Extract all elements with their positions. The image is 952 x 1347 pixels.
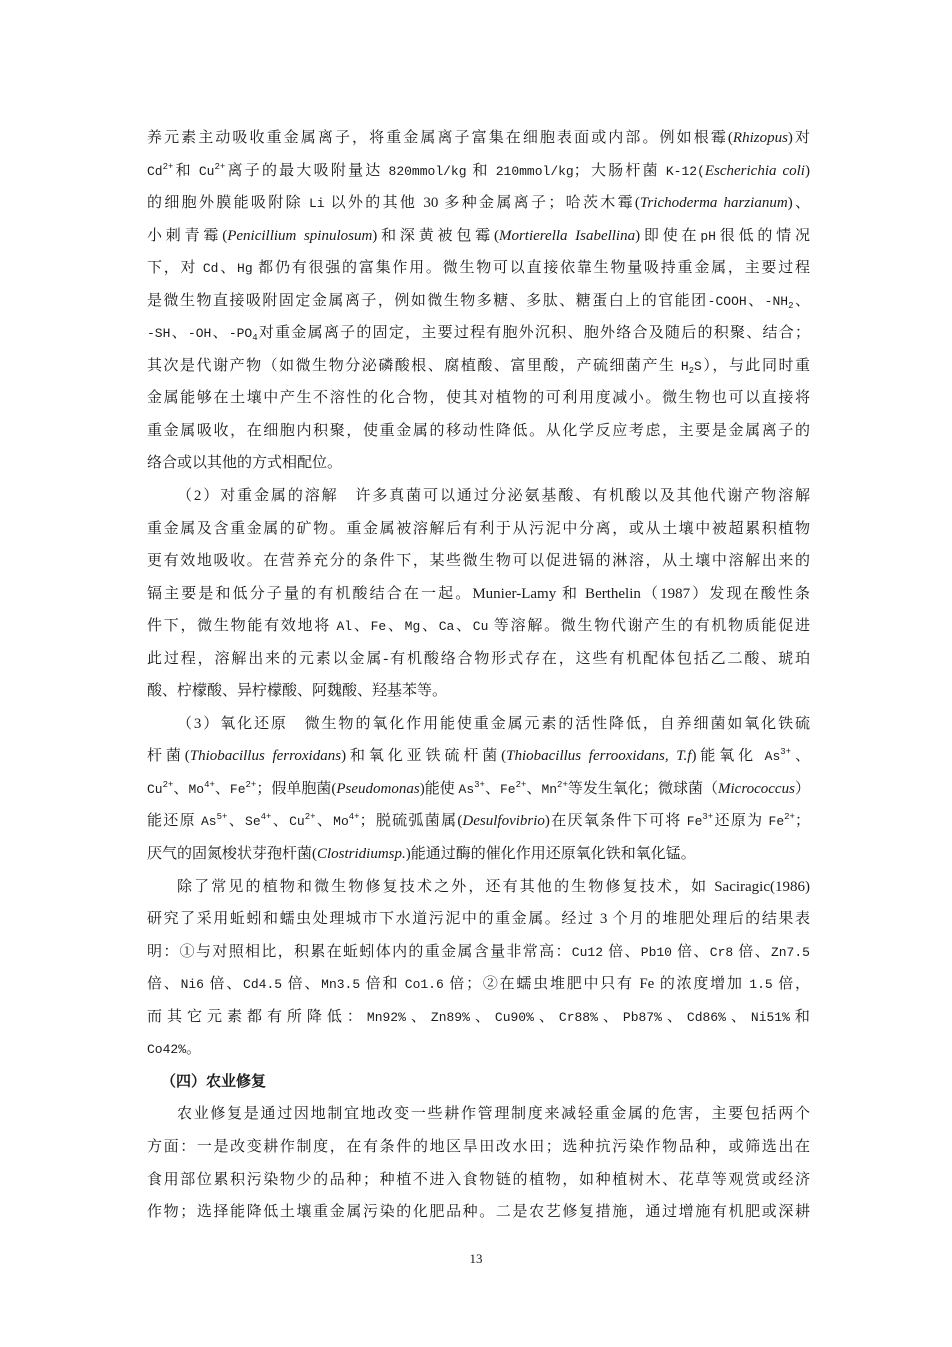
symbol-or-value: Cu90% — [494, 1009, 534, 1025]
superscript: 2+ — [304, 812, 316, 823]
text-run: 和 — [173, 162, 199, 179]
paragraph — [147, 480, 810, 708]
superscript: 3+ — [780, 747, 792, 758]
symbol-or-value: -NH — [764, 293, 789, 309]
symbol-or-value: Mo — [333, 814, 349, 830]
text-line — [147, 122, 810, 155]
text-run: 其次是代谢产物（如微生物分泌磷酸根、腐植酸、富里酸，产硫细菌产生 — [147, 357, 681, 374]
text-run: 、 — [793, 292, 810, 309]
text-run: （2）对重金属的溶解 许多真菌可以通过分泌氨基酸、有机酸以及其他代谢产物溶解 — [177, 488, 810, 505]
text-run: 、 — [405, 1008, 431, 1025]
text-line — [147, 1196, 810, 1229]
text-run: ） — [794, 780, 810, 797]
text-run: 金属能够在土壤中产生不溶性的化合物，使其对植物的可利用度减小。微生物也可以直接将 — [147, 390, 810, 407]
text-run: ；大肠杆菌 — [573, 162, 666, 179]
text-run: 、 — [746, 292, 765, 309]
text-line — [147, 285, 810, 318]
text-run: 食用部位累积污染物少的品种；种植不进入食物链的植物，如种植树木、花草等观赏或经济 — [147, 1171, 810, 1188]
subscript: 4 — [252, 333, 258, 344]
text-run: 能还原 — [147, 813, 201, 830]
text-run: 对重金属离子的固定，主要过程有胞外沉积、胞外络合及随后的积聚、结合； — [257, 325, 810, 342]
symbol-or-value: -OH — [187, 326, 212, 342]
text-run: 而其它元素都有所降低： — [147, 1008, 367, 1025]
text-run: 很低的情况 — [715, 227, 810, 244]
text-run: 、 — [420, 618, 439, 635]
text-run: 、 — [791, 748, 810, 765]
superscript: 2+ — [245, 779, 257, 790]
text-run: 、 — [218, 260, 238, 277]
text-line — [147, 578, 810, 611]
symbol-or-value: Cu — [198, 163, 215, 179]
text-run: ；假单胞菌( — [256, 780, 337, 797]
species-name: Desulfovibrio — [462, 813, 545, 830]
symbol-or-value: Fe — [768, 814, 785, 830]
species-name: Trichoderma harzianum — [639, 195, 788, 212]
text-run: ），与此同时重 — [701, 357, 810, 374]
text-line — [147, 187, 810, 220]
text-run: ； — [794, 813, 810, 830]
text-run: 倍、 — [282, 976, 322, 993]
text-line — [147, 382, 810, 415]
superscript: 2+ — [162, 779, 174, 790]
symbol-or-value: Ni51% — [750, 1009, 790, 1025]
superscript: 2+ — [214, 161, 226, 172]
text-line — [147, 903, 810, 936]
superscript: 4+ — [204, 779, 215, 790]
text-line — [147, 610, 810, 643]
symbol-or-value: Mn — [541, 781, 558, 797]
section-heading — [147, 1066, 810, 1099]
text-line — [147, 1033, 810, 1066]
text-run: 方面：一是改变耕作制度，在有条件的地区旱田改水田；选种抗污染作物品种，或筛选出在 — [147, 1138, 810, 1155]
text-run: 等发生氧化；微球菌（ — [567, 780, 719, 797]
text-run: ) — [804, 162, 810, 179]
text-run: 养元素主动吸收重金属离子，将重金属离子富集在细胞表面或内部。例如根霉( — [147, 130, 733, 146]
text-line — [147, 968, 810, 1001]
paragraph — [147, 1098, 810, 1228]
symbol-or-value: pH — [700, 228, 716, 244]
superscript: 3+ — [474, 779, 485, 790]
symbol-or-value: 820mmol/kg — [388, 163, 467, 179]
text-run: 作物；选择能降低土壤重金属污染的化肥品种。二是农艺修复措施，通过增施有机肥或深耕 — [147, 1204, 810, 1221]
text-run: 研究了采用蚯蚓和蠕虫处理城市下水道污泥中的重金属。经过 3 个月的堆肥处理后的结果表 — [147, 911, 810, 928]
text-line — [147, 220, 810, 253]
text-run: 明：①与对照相比，积累在蚯蚓体内的重金属含量非常高： — [147, 943, 572, 960]
species-name: Thiobacillus ferrooxidans, T.f — [506, 748, 692, 765]
symbol-or-value: Pb87% — [622, 1009, 662, 1025]
text-line — [147, 317, 810, 350]
paragraph — [147, 122, 810, 480]
symbol-or-value: As — [458, 781, 475, 797]
text-run: 、 — [484, 780, 500, 797]
text-line — [147, 1131, 810, 1164]
species-name: Pseudomonas — [336, 780, 420, 797]
symbol-or-value: -COOH — [707, 293, 747, 309]
text-run: 倍、 — [603, 943, 641, 960]
text-line — [147, 415, 810, 448]
superscript: 4+ — [260, 812, 272, 823]
text-run: 、 — [173, 780, 189, 797]
superscript: 2+ — [162, 161, 174, 172]
text-run: 、 — [725, 1008, 751, 1025]
text-run: 还原为 — [713, 813, 769, 830]
text-run: 。 — [186, 1041, 202, 1058]
symbol-or-value: Zn89% — [430, 1009, 470, 1025]
text-run: )即使在 — [635, 227, 701, 244]
text-line — [147, 740, 810, 773]
text-run: )能使 — [419, 780, 459, 797]
text-line — [147, 936, 810, 969]
page-number: 13 — [469, 1251, 483, 1266]
text-run: 、 — [211, 325, 229, 342]
symbol-or-value: As — [201, 814, 217, 830]
symbol-or-value: K-12( — [665, 163, 705, 179]
text-line — [147, 708, 810, 741]
text-run: )能氧化 — [691, 748, 765, 765]
symbol-or-value: Fe — [370, 619, 387, 635]
symbol-or-value: Cd — [202, 261, 219, 277]
text-run: 重金属吸收，在细胞内积聚，使重金属的移动性降低。从化学反应考虑，主要是金属离子的 — [147, 422, 810, 439]
text-line — [147, 252, 810, 285]
symbol-or-value: Fe — [229, 781, 246, 797]
text-run: )在厌氧条件下可将 — [544, 813, 687, 830]
symbol-or-value: Co1.6 — [404, 977, 444, 993]
text-run: 除了常见的植物和微生物修复技术之外，还有其他的生物修复技术，如 Saciragic(1986) — [177, 878, 810, 895]
text-run: )、 — [787, 195, 811, 212]
text-run: 、 — [386, 618, 405, 635]
text-run: )能通过酶的催化作用还原氧化铁和氧化锰。 — [405, 846, 696, 863]
symbol-or-value: Fe — [686, 814, 703, 830]
text-run: 和 — [789, 1008, 810, 1025]
text-run: 是微生物直接吸附固定金属离子，例如微生物多糖、多肽、糖蛋白上的官能团 — [147, 292, 708, 309]
text-line — [147, 675, 810, 708]
text-run: 、 — [526, 780, 542, 797]
paragraph — [147, 708, 810, 871]
superscript: 4+ — [348, 812, 360, 823]
symbol-or-value: Cu — [147, 781, 163, 797]
species-name: Rhizopus — [732, 130, 788, 146]
text-line — [147, 480, 810, 513]
symbol-or-value: Se — [245, 814, 261, 830]
text-line — [147, 155, 810, 188]
text-run: )对 — [787, 130, 811, 146]
symbol-or-value: 210mmol/kg — [495, 163, 574, 179]
text-run: 、 — [271, 813, 290, 830]
symbol-or-value: As — [764, 749, 781, 765]
text-line — [147, 773, 810, 806]
species-name: Micrococcus — [718, 780, 795, 797]
subscript: 2 — [688, 365, 695, 376]
species-name: Escherichia coli — [704, 162, 805, 179]
symbol-or-value: Cd4.5 — [243, 977, 283, 993]
text-run: 下，对 — [147, 260, 203, 277]
paragraph — [147, 871, 810, 1066]
text-run: 、 — [214, 780, 230, 797]
text-run: 倍， — [772, 976, 810, 993]
superscript: 5+ — [216, 812, 228, 823]
symbol-or-value: Ni6 — [180, 977, 204, 993]
symbol-or-value: Mo — [188, 781, 205, 797]
species-name: Thiobacillus ferroxidans — [189, 748, 342, 765]
superscript: 3+ — [702, 812, 714, 823]
symbol-or-value: Co42% — [147, 1042, 187, 1058]
text-run: 以外的其他 30 多种金属离子；哈茨木霉( — [324, 195, 640, 212]
symbol-or-value: Cu — [289, 814, 305, 830]
text-line — [147, 1066, 810, 1099]
text-run: )和氧化亚铁硫杆菌( — [341, 748, 507, 765]
symbol-or-value: Cd86% — [686, 1009, 726, 1025]
text-run: 倍、 — [672, 943, 710, 960]
text-run: 和 — [466, 162, 496, 179]
symbol-or-value: Al — [336, 619, 353, 635]
text-run: 倍、 — [733, 943, 771, 960]
text-line — [147, 545, 810, 578]
text-run: 重金属及含重金属的矿物。重金属被溶解后有利于从污泥中分离，或从土壤中被超累积植物 — [147, 520, 810, 537]
text-run: 厌气的固氮梭状芽孢杆菌( — [147, 846, 317, 863]
species-name: Mortierella Isabellina — [498, 227, 636, 244]
symbol-or-value: Ca — [438, 619, 455, 635]
text-run: 此过程，溶解出来的元素以金属-有机酸络合物形式存在，这些有机配体包括乙二酸、琥珀 — [147, 650, 810, 667]
text-line — [147, 871, 810, 904]
body-text — [147, 122, 810, 1229]
symbol-or-value: 1.5 — [749, 977, 773, 993]
species-name: Penicillium spinulosum — [227, 227, 373, 244]
text-run: 、 — [661, 1008, 687, 1025]
text-run: 倍和 — [360, 976, 405, 993]
text-run: 等溶解。微生物代谢产生的有机物质能促进 — [488, 618, 810, 635]
text-line — [147, 350, 810, 383]
text-line — [147, 1001, 810, 1034]
text-run: 倍、 — [203, 976, 244, 993]
text-line — [147, 513, 810, 546]
species-name: Clostridiumsp. — [317, 846, 406, 863]
symbol-or-value: Cr8 — [709, 944, 734, 960]
symbol-or-value: Cr88% — [558, 1009, 598, 1025]
symbol-or-value: -PO — [228, 326, 253, 342]
text-run: 都仍有很强的富集作用。微生物可以直接依靠生物量吸持重金属，主要过程 — [252, 260, 810, 277]
text-run: 、 — [227, 813, 246, 830]
symbol-or-value: Li — [308, 196, 325, 212]
text-line — [147, 643, 810, 676]
symbol-or-value: Mn3.5 — [321, 977, 361, 993]
text-run: （3）氧化还原 微生物的氧化作用能使重金属元素的活性降低，自养细菌如氧化铁硫 — [177, 715, 810, 732]
text-run: 镉主要是和低分子量的有机酸结合在一起。Munier-Lamy 和 Berthelin（1987）发现在酸性条 — [147, 585, 810, 602]
symbol-or-value: H — [680, 358, 689, 374]
symbol-or-value: Fe — [499, 781, 516, 797]
symbol-or-value: Mn92% — [366, 1009, 406, 1025]
text-run: 络合或以其他的方式相配位。 — [147, 455, 343, 472]
symbol-or-value: Cd — [147, 163, 163, 179]
text-line — [147, 805, 810, 838]
text-run: 更有效地吸收。在营养充分的条件下，某些微生物可以促进镉的淋溶，从土壤中溶解出来的 — [147, 553, 810, 570]
superscript: 2+ — [515, 779, 527, 790]
text-run: 、 — [597, 1008, 623, 1025]
symbol-or-value: -SH — [147, 326, 171, 342]
symbol-or-value: Zn7.5 — [770, 944, 810, 960]
symbol-or-value: Mg — [404, 619, 421, 635]
text-run: 倍；②在蠕虫堆肥中只有 Fe 的浓度增加 — [443, 976, 750, 993]
text-run: 、 — [469, 1008, 495, 1025]
text-run: 倍、 — [147, 976, 181, 993]
symbol-or-value: Hg — [237, 261, 253, 277]
superscript: 2+ — [557, 779, 568, 790]
superscript: 2+ — [784, 812, 795, 823]
text-run: 的细胞外膜能吸附除 — [147, 195, 309, 212]
text-run: 、 — [315, 813, 334, 830]
text-run: 农业修复是通过因地制宜地改变一些耕作管理制度来减轻重金属的危害，主要包括两个 — [177, 1106, 810, 1123]
text-run: 离子的最大吸附量达 — [225, 162, 389, 179]
text-line — [147, 1164, 810, 1197]
text-run: 杆菌( — [147, 748, 190, 765]
text-line — [147, 1098, 810, 1131]
symbol-or-value: Cu12 — [571, 944, 604, 960]
text-run: ；脱硫弧菌属( — [359, 813, 463, 830]
text-run: 、 — [454, 618, 473, 635]
text-run: 件下，微生物能有效地将 — [147, 618, 337, 635]
text-line — [147, 447, 810, 480]
text-run: )和深黄被包霉( — [372, 227, 499, 244]
text-line — [147, 838, 810, 871]
symbol-or-value: S — [694, 358, 702, 374]
text-run: 小刺青霉( — [147, 227, 228, 244]
text-run: 酸、柠檬酸、异柠檬酸、阿魏酸、羟基苯等。 — [147, 683, 448, 700]
text-run: 、 — [170, 325, 188, 342]
symbol-or-value: Cu — [472, 619, 489, 635]
text-run: 、 — [533, 1008, 559, 1025]
text-run: 、 — [352, 618, 371, 635]
subscript: 2 — [788, 300, 794, 311]
symbol-or-value: Pb10 — [640, 944, 672, 960]
text-run: （四）农业修复 — [161, 1073, 267, 1090]
